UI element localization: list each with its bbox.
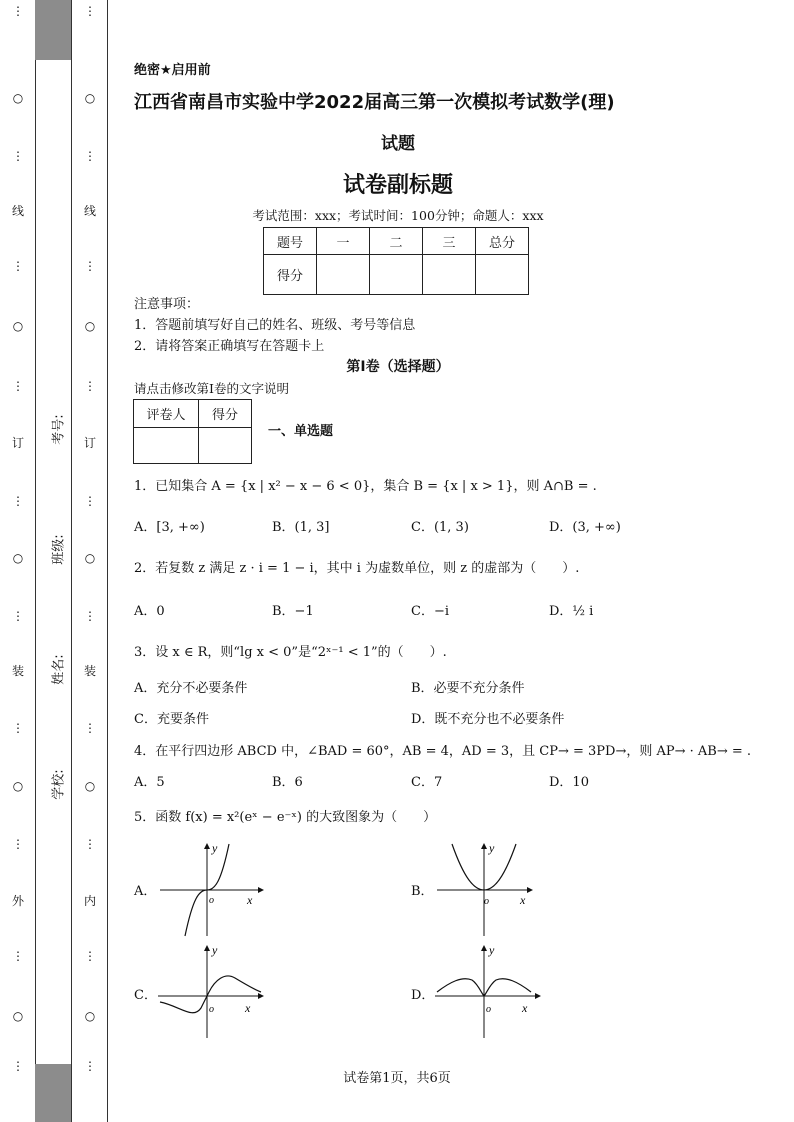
x-label: x (520, 893, 526, 907)
secret-mark: 绝密★启用前 (134, 63, 211, 78)
margin-mark-inner: ⋮ (84, 494, 96, 508)
part-title: 第I卷（选择题） (346, 359, 450, 375)
grader-header-cell: 得分 (199, 400, 252, 428)
graph-d[interactable] (432, 940, 552, 1040)
graph-a[interactable] (155, 838, 275, 938)
question-stem: 1．已知集合 A = {x | x² − x − 6 < 0}，集合 B = {x | x > 1}，则 A∩B = . (134, 479, 597, 494)
x-label: x (522, 1001, 528, 1015)
score-input-cell[interactable] (317, 255, 370, 295)
x-label: x (245, 1001, 251, 1015)
graph-b[interactable] (432, 838, 552, 938)
score-row-label: 得分 (264, 255, 317, 295)
option-b[interactable]: B． (411, 884, 434, 899)
margin-mark-inner: 装 (83, 664, 96, 678)
margin-mark: ○ (12, 1009, 24, 1023)
margin-mark-inner: ⋮ (84, 721, 96, 735)
margin-mark-inner: ⋮ (84, 149, 96, 163)
margin-mark-inner: 内 (83, 894, 96, 908)
score-header-cell: 二 (370, 228, 423, 255)
y-label: y (212, 943, 218, 957)
margin-mark: ○ (12, 91, 24, 105)
question-stem: 4．在平行四边形 ABCD 中，∠BAD = 60°，AB = 4，AD = 3，且 CP→ = 3PD→，则 AP→ · AB→ = . (134, 744, 752, 759)
label-student-id: 考号: (51, 414, 67, 445)
grader-header-cell: 评卷人 (134, 400, 199, 428)
margin-mark-inner: ○ (84, 779, 96, 793)
margin-mark-inner: ⋮ (84, 259, 96, 273)
margin-gray-top (35, 0, 71, 60)
option-b[interactable]: B．(1, 3] (272, 520, 330, 535)
grader-table (133, 399, 252, 464)
notice-title: 注意事项： (134, 297, 200, 312)
question-stem: 2．若复数 z 满足 z · i = 1 − i，其中 i 为虚数单位，则 z 的虚部为（ ）. (134, 561, 580, 576)
option-d[interactable]: D．½ i (549, 604, 594, 619)
margin-mark-inner: ○ (84, 91, 96, 105)
y-label: y (489, 841, 495, 855)
option-a[interactable]: A．充分不必要条件 (134, 681, 248, 696)
margin-mark-inner: ○ (84, 319, 96, 333)
margin-mark: 线 (11, 204, 24, 218)
score-table (263, 227, 529, 295)
option-a[interactable]: A．5 (134, 775, 165, 790)
option-c[interactable]: C．−i (411, 604, 449, 619)
margin-mark: ⋮ (12, 4, 24, 18)
grader-input-cell[interactable] (134, 428, 199, 464)
score-header-cell: 总分 (476, 228, 529, 255)
question-stem: 5．函数 f(x) = x²(eˣ − e⁻ˣ) 的大致图象为（ ） (134, 810, 437, 825)
score-input-cell[interactable] (476, 255, 529, 295)
option-a[interactable]: A．0 (134, 604, 165, 619)
margin-mark-inner: ⋮ (84, 379, 96, 393)
margin-mark: ○ (12, 779, 24, 793)
margin-mark-inner: ⋮ (84, 1059, 96, 1073)
option-b[interactable]: B．6 (272, 775, 303, 790)
option-b[interactable]: B．必要不充分条件 (411, 681, 525, 696)
margin-mark-inner: ○ (84, 1009, 96, 1023)
y-label: y (489, 943, 495, 957)
margin-mark: ⋮ (12, 609, 24, 623)
score-header-cell: 题号 (264, 228, 317, 255)
origin-label: o (486, 1004, 491, 1015)
exam-info: 考试范围：xxx；考试时间：100分钟；命题人：xxx (252, 208, 544, 223)
margin-mark: 装 (11, 664, 24, 678)
option-c[interactable]: C．充要条件 (134, 712, 209, 727)
page-title-cont: 试题 (381, 134, 415, 154)
label-school: 学校: (51, 769, 67, 800)
option-b[interactable]: B．−1 (272, 604, 314, 619)
margin-mark: 订 (11, 436, 24, 450)
option-c[interactable]: C．7 (411, 775, 443, 790)
margin-mark-inner: ⋮ (84, 949, 96, 963)
origin-label: o (484, 896, 489, 907)
score-input-cell[interactable] (370, 255, 423, 295)
margin-mark: ⋮ (12, 1059, 24, 1073)
page-title: 江西省南昌市实验中学2022届高三第一次模拟考试数学(理) (134, 92, 615, 113)
margin-mark: ○ (12, 551, 24, 565)
margin-mark: ⋮ (12, 494, 24, 508)
notice-item: 2．请将答案正确填写在答题卡上 (134, 339, 325, 354)
option-a[interactable]: A．[3, +∞) (134, 520, 205, 535)
option-d[interactable]: D．(3, +∞) (549, 520, 621, 535)
option-d[interactable]: D． (411, 988, 435, 1003)
notice-item: 1．答题前填写好自己的姓名、班级、考号等信息 (134, 318, 416, 333)
page-footer: 试卷第1页，共6页 (343, 1071, 451, 1086)
y-label: y (212, 841, 218, 855)
score-header-cell: 三 (423, 228, 476, 255)
question-stem: 3．设 x ∈ R，则“lg x < 0”是“2ˣ⁻¹ < 1”的（ ）. (134, 645, 447, 660)
margin-mark: ⋮ (12, 149, 24, 163)
margin-mark: ⋮ (12, 379, 24, 393)
label-class: 班级: (51, 534, 67, 565)
page-subtitle: 试卷副标题 (342, 173, 453, 198)
x-label: x (247, 893, 253, 907)
part-description[interactable]: 请点击修改第I卷的文字说明 (134, 381, 289, 396)
margin-mark-inner: 线 (83, 204, 96, 218)
margin-mark-inner: ⋮ (84, 4, 96, 18)
option-d[interactable]: D．10 (549, 775, 589, 790)
margin-mark-inner: ⋮ (84, 609, 96, 623)
margin-mark-inner: ⋮ (84, 837, 96, 851)
margin-mark-inner: 订 (83, 436, 96, 450)
margin-mark: ⋮ (12, 949, 24, 963)
score-input-cell[interactable] (423, 255, 476, 295)
margin-mark: 外 (11, 894, 24, 908)
option-a[interactable]: A． (134, 884, 157, 899)
margin-mark-inner: ○ (84, 551, 96, 565)
margin-gray-bottom (35, 1064, 71, 1122)
margin-mark: ⋮ (12, 721, 24, 735)
score-header-cell: 一 (317, 228, 370, 255)
origin-label: o (209, 895, 214, 906)
label-name: 姓名: (51, 654, 67, 685)
margin-mark: ⋮ (12, 837, 24, 851)
option-c[interactable]: C．(1, 3) (411, 520, 469, 535)
option-d[interactable]: D．既不充分也不必要条件 (411, 712, 565, 727)
grader-input-cell[interactable] (199, 428, 252, 464)
origin-label: o (209, 1004, 214, 1015)
margin-mark: ○ (12, 319, 24, 333)
margin-mark: ⋮ (12, 259, 24, 273)
graph-c[interactable] (155, 940, 275, 1040)
option-c[interactable]: C． (134, 988, 157, 1003)
section-title: 一、单选题 (268, 424, 334, 439)
